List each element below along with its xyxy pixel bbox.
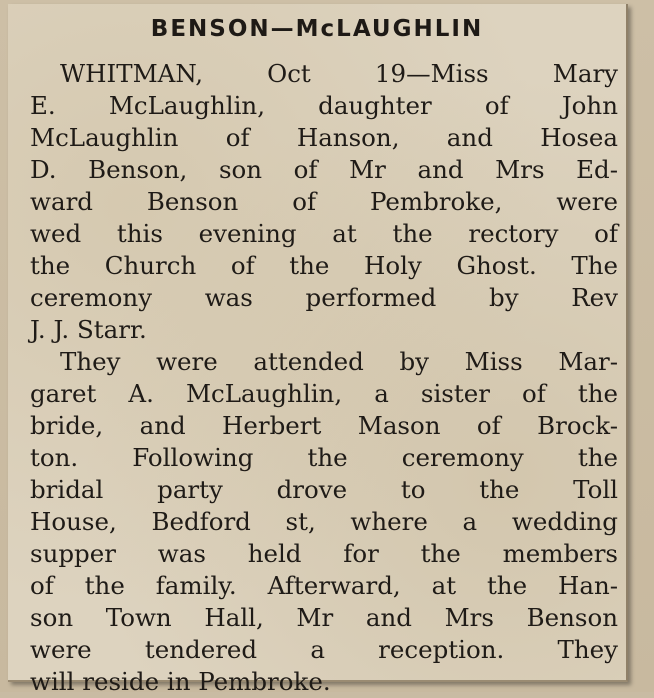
paragraph-1-line: McLaughlin of Hanson, and Hosea: [30, 123, 618, 152]
paragraph-2-line: garet A. McLaughlin, a sister of the: [30, 379, 618, 408]
paragraph-1-line: ceremony was performed by Rev: [30, 283, 618, 312]
paragraph-2-line: ton. Following the ceremony the: [30, 443, 618, 472]
paragraph-2-line: supper was held for the members: [30, 539, 618, 568]
paragraph-1-line: D. Benson, son of Mr and Mrs Ed-: [30, 155, 618, 184]
paragraph-2-line: bridal party drove to the Toll: [30, 475, 618, 504]
paragraph-1-line: ward Benson of Pembroke, were: [30, 187, 618, 216]
paragraph-2-line: were tendered a reception. They: [30, 635, 618, 664]
paragraph-1-line: J. J. Starr.: [30, 315, 147, 344]
article-body: [8, 58, 618, 698]
paragraph-1-line: E. McLaughlin, daughter of John: [30, 91, 618, 120]
paragraph-1-line: WHITMAN, Oct 19—Miss Mary: [60, 59, 618, 88]
paragraph-1-line: the Church of the Holy Ghost. The: [30, 251, 618, 280]
paragraph-2-line: will reside in Pembroke.: [30, 667, 331, 696]
article-headline: BENSON—McLAUGHLIN: [150, 16, 484, 42]
paragraph-2-line: bride, and Herbert Mason of Brock-: [30, 411, 618, 440]
paragraph-1-line: wed this evening at the rectory of: [30, 219, 618, 248]
paragraph-2-line: They were attended by Miss Mar-: [60, 347, 618, 376]
newspaper-clipping: [8, 4, 628, 696]
paragraph-2-line: son Town Hall, Mr and Mrs Benson: [30, 603, 618, 632]
paragraph-2-line: of the family. Afterward, at the Han-: [30, 571, 618, 600]
paragraph-2-line: House, Bedford st, where a wedding: [30, 507, 618, 536]
